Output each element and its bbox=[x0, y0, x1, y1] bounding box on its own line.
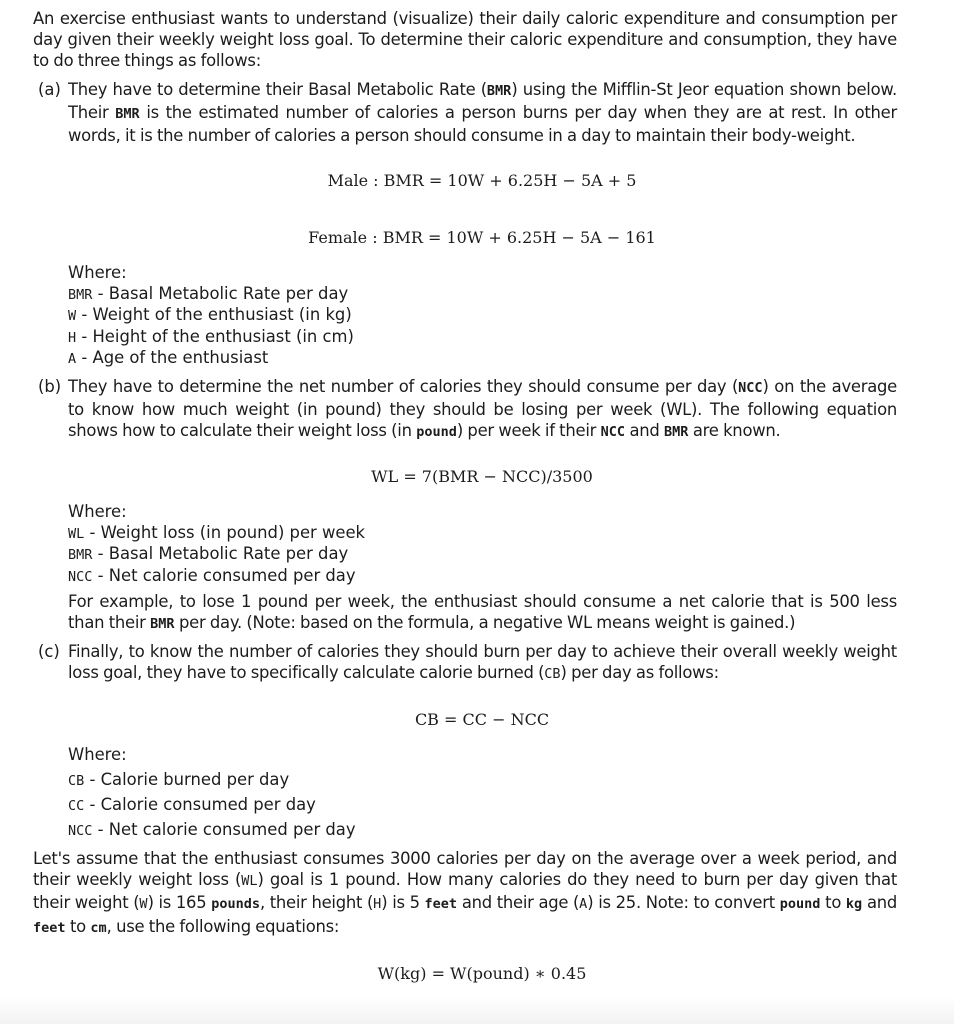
intro-paragraph: An exercise enthusiast wants to understand (visualize) their daily caloric expenditure and consumption per day given their weekly weight loss goal. To determine their caloric expenditure and consumption, they have to do three things as follows: bbox=[33, 9, 897, 71]
item-c-paragraph: Finally, to know the number of calories they should burn per day to achieve their overall weekly weight loss goal, they have to specifically calculate calorie burned (CB) per day as follows: bbox=[68, 642, 897, 683]
item-b-definitions bbox=[68, 501, 365, 586]
definition-row: NCC - Net calorie consumed per day bbox=[68, 565, 356, 585]
equation-bmr-male: Male : BMR = 10W + 6.25H − 5A + 5 bbox=[327, 171, 637, 190]
item-b-example: For example, to lose 1 pound per week, the enthusiast should consume a net calorie that is 500 less than their BMR per day. (Note: based on the formula, a negative WL means weight is gained.) bbox=[68, 592, 897, 633]
closing-paragraph: Let's assume that the enthusiast consumes 3000 calories per day on the average over a week period, and their weekly weight loss (WL) goal is 1 pound. How many calories do they need to burn per day given that their weight (W) is 165 pounds, their height (H) is 5 feet and their age (A) is 25. Note: to convert pound to kg and feet to cm, use the following equations: bbox=[33, 849, 898, 936]
where-label: Where: bbox=[68, 263, 127, 282]
definition-row: NCC - Net calorie consumed per day bbox=[68, 820, 356, 839]
equation-pound-to-kg: W(kg) = W(pound) ∗ 0.45 bbox=[377, 964, 587, 983]
where-label: Where: bbox=[68, 502, 127, 521]
item-b-paragraph: They have to determine the net number of calories they should consume per day (NCC) on the average to know how much weight (in pound) they should be losing per week (WL). The following equation shows how to calculate their weight loss (in pound) per week if their NCC and BMR are known. bbox=[68, 377, 897, 441]
item-a-paragraph: They have to determine their Basal Metabolic Rate (BMR) using the Mifflin-St Jeor equation shown below. Their BMR is the estimated number of calories a person burns per day when they are at rest. In other words, it is the number of calories a person should consume in a day to maintain their body-weight. bbox=[68, 80, 897, 146]
item-c-definitions bbox=[68, 744, 356, 844]
definition-row: W - Weight of the enthusiast (in kg) bbox=[68, 305, 352, 325]
definition-row: BMR - Basal Metabolic Rate per day bbox=[68, 284, 349, 304]
definition-row: CC - Calorie consumed per day bbox=[68, 795, 316, 814]
item-b-label: (b) bbox=[38, 377, 62, 396]
item-a-definitions bbox=[68, 262, 354, 368]
definition-row: CB - Calorie burned per day bbox=[68, 770, 290, 789]
definition-row: A - Age of the enthusiast bbox=[68, 347, 269, 367]
page-bottom-shadow bbox=[0, 996, 954, 1024]
equation-calorie-burned: CB = CC − NCC bbox=[414, 710, 550, 729]
item-a-label: (a) bbox=[38, 80, 61, 99]
definition-row: WL - Weight loss (in pound) per week bbox=[68, 523, 366, 543]
equation-bmr-female: Female : BMR = 10W + 6.25H − 5A − 161 bbox=[308, 228, 656, 247]
equation-weight-loss: WL = 7(BMR − NCC)/3500 bbox=[371, 467, 593, 486]
where-label: Where: bbox=[68, 745, 127, 764]
definition-row: BMR - Basal Metabolic Rate per day bbox=[68, 544, 349, 564]
item-c-label: (c) bbox=[38, 642, 60, 661]
definition-row: H - Height of the enthusiast (in cm) bbox=[68, 326, 354, 346]
